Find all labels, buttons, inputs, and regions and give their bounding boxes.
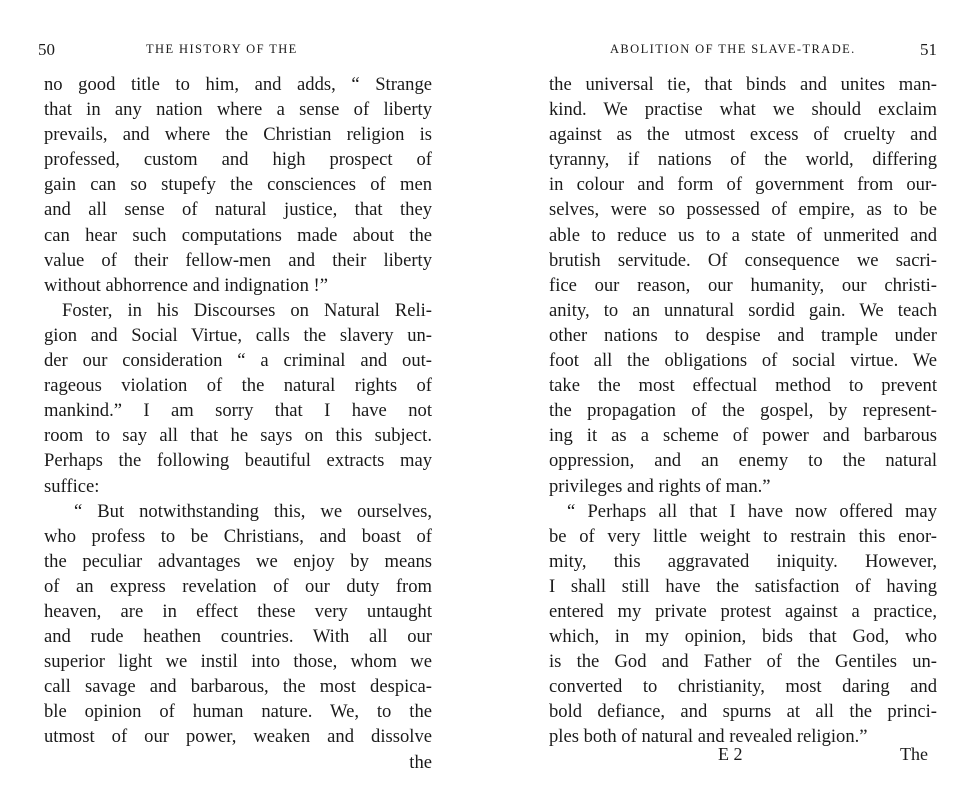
right-running-head: ABOLITION OF THE SLAVE-TRADE. <box>610 42 856 56</box>
text-line: kind. We practise what we should exclaim <box>549 99 937 121</box>
text-line: der our consideration “ a criminal and out- <box>44 350 432 372</box>
right-page-body <box>549 72 937 750</box>
text-line: brutish servitude. Of consequence we sacri- <box>549 249 937 271</box>
text-line: gion and Social Virtue, calls the slavery un- <box>44 324 432 346</box>
text-line: be of very little weight to restrain this enor- <box>549 525 937 547</box>
text-line: oppression, and an enemy to the natural <box>549 450 937 472</box>
text-line: Foster, in his Discourses on Natural Reli- <box>62 299 432 321</box>
text-line: “ Perhaps all that I have now offered may <box>567 500 937 522</box>
text-line: other nations to despise and trample under <box>549 324 937 346</box>
text-line: room to say all that he says on this subject. <box>44 425 432 447</box>
catchword: the <box>409 751 432 773</box>
text-line: bold defiance, and spurns at all the princi- <box>549 701 937 723</box>
right-page-number: 51 <box>920 40 937 59</box>
text-line: the universal tie, that binds and unites man- <box>549 74 937 95</box>
text-line: gain can so stupefy the consciences of men <box>44 174 432 196</box>
text-line: who profess to be Christians, and boast of <box>44 525 432 547</box>
text-line: anity, to an unnatural sordid gain. We teach <box>549 299 937 321</box>
text-line: the peculiar advantages we enjoy by means <box>44 550 432 572</box>
text-line: utmost of our power, weaken and dissolve <box>44 726 432 748</box>
text-line: of an express revelation of our duty from <box>44 575 432 597</box>
text-line: ble opinion of human nature. We, to the <box>44 701 432 723</box>
text-line: take the most effectual method to prevent <box>549 375 937 397</box>
catchword: The <box>900 744 928 764</box>
text-line: rageous violation of the natural rights of <box>44 375 432 397</box>
text-line: and all sense of natural justice, that they <box>44 199 432 221</box>
left-page-body <box>44 72 432 775</box>
text-line: able to reduce us to a state of unmerited and <box>549 224 937 246</box>
text-line: tyranny, if nations of the world, differing <box>549 149 937 171</box>
text-line: selves, were so possessed of empire, as to be <box>549 199 937 221</box>
text-line: I shall still have the satisfaction of having <box>549 575 937 597</box>
text-line: without abhorrence and indignation !” <box>44 274 328 296</box>
right-page <box>490 0 980 810</box>
left-running-head: THE HISTORY OF THE <box>146 42 298 56</box>
text-line: ing it as a scheme of power and barbarous <box>549 425 937 447</box>
signature-mark: E 2 <box>718 744 743 764</box>
text-line: ples both of natural and revealed religion.” <box>549 726 868 748</box>
text-line: call savage and barbarous, the most despica- <box>44 676 432 698</box>
text-line: and rude heathen countries. With all our <box>44 626 432 648</box>
text-line: can hear such computations made about the <box>44 224 432 246</box>
text-line: privileges and rights of man.” <box>549 475 771 497</box>
text-line: no good title to him, and adds, “ Strange <box>44 74 432 95</box>
text-line: superior light we instil into those, whom we <box>44 651 432 673</box>
left-page-number: 50 <box>38 40 55 59</box>
text-line: which, in my opinion, bids that God, who <box>549 626 937 648</box>
text-line: suffice: <box>44 475 100 497</box>
text-line: professed, custom and high prospect of <box>44 149 432 171</box>
text-line: that in any nation where a sense of liberty <box>44 99 432 121</box>
text-line: prevails, and where the Christian religion is <box>44 124 432 146</box>
text-line: is the God and Father of the Gentiles un- <box>549 651 937 673</box>
text-line: in colour and form of government from our- <box>549 174 937 196</box>
text-line: the propagation of the gospel, by represent- <box>549 400 937 422</box>
text-line: “ But notwithstanding this, we ourselves, <box>74 500 432 522</box>
text-line: heaven, are in effect these very untaught <box>44 600 432 622</box>
text-line: foot all the obligations of social virtue. We <box>549 350 937 372</box>
text-line: value of their fellow-men and their liberty <box>44 249 432 271</box>
text-line: fice our reason, our humanity, our christi- <box>549 274 937 296</box>
text-line: converted to christianity, most daring and <box>549 676 937 698</box>
text-line: mankind.” I am sorry that I have not <box>44 400 432 422</box>
text-line: mity, this aggravated iniquity. However, <box>549 550 937 572</box>
text-line: against as the utmost excess of cruelty and <box>549 124 937 146</box>
text-line: entered my private protest against a practice, <box>549 600 937 622</box>
text-line: Perhaps the following beautiful extracts may <box>44 450 432 472</box>
